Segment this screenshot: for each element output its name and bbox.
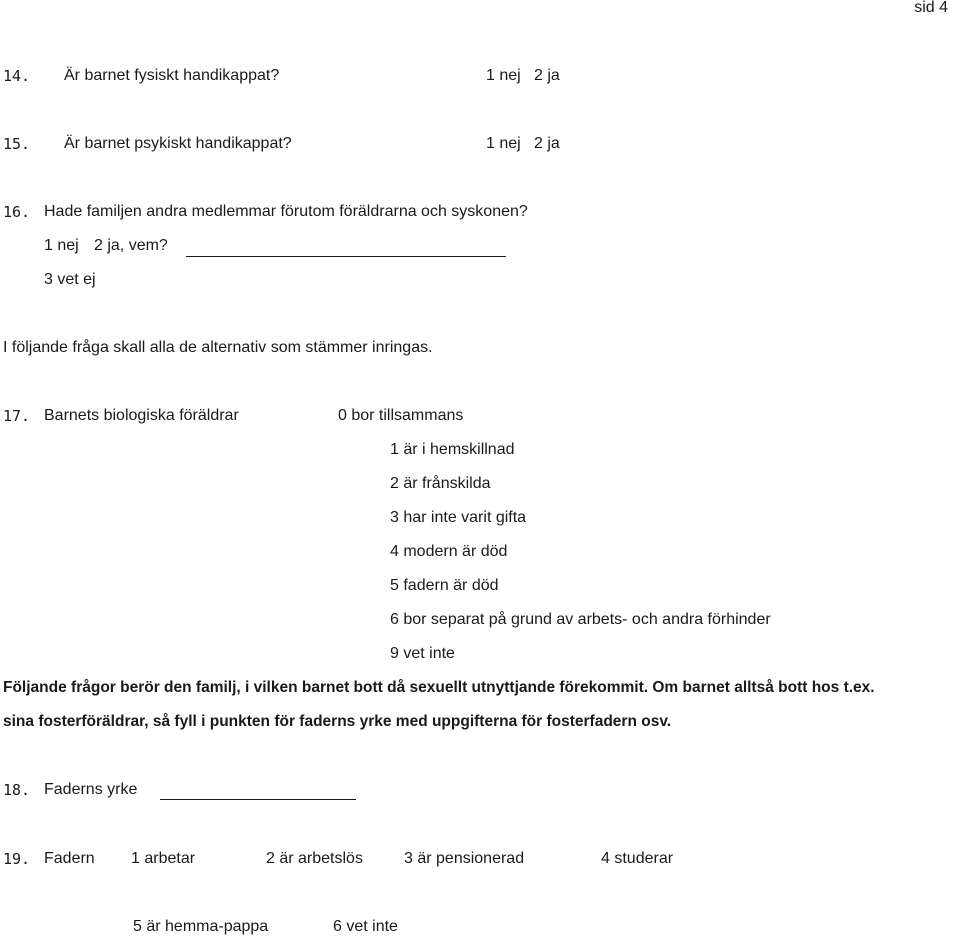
option-1[interactable]: 1 arbetar: [131, 850, 196, 867]
option-3[interactable]: 3 har inte varit gifta: [390, 509, 527, 526]
note-line-1: Följande frågor berör den familj, i vilken barnet bott då sexuellt utnyttjande förekommit. Om barnet alltså bott hos t.ex.: [3, 679, 875, 696]
question-number: 15.: [3, 135, 31, 153]
question-number: 17.: [3, 407, 31, 425]
question-number: 16.: [3, 203, 31, 221]
option-yes-who[interactable]: 2 ja, vem?: [94, 237, 168, 254]
question-number: 18.: [3, 781, 31, 799]
option-4[interactable]: 4 modern är död: [390, 543, 508, 560]
option-yes[interactable]: 2 ja: [534, 135, 560, 152]
option-0[interactable]: 0 bor tillsammans: [338, 407, 464, 424]
question-text: Faderns yrke: [44, 781, 138, 798]
answer-line[interactable]: [186, 256, 506, 257]
option-no[interactable]: 1 nej: [486, 135, 521, 152]
option-2[interactable]: 2 är arbetslös: [266, 850, 363, 867]
option-no[interactable]: 1 nej: [44, 237, 79, 254]
option-9[interactable]: 9 vet inte: [390, 645, 455, 662]
note-line-2: sina fosterföräldrar, så fyll i punkten för faderns yrke med uppgifterna för fosterfadern osv.: [3, 713, 672, 730]
question-number: 14.: [3, 67, 31, 85]
option-1[interactable]: 1 är i hemskillnad: [390, 441, 515, 458]
option-3[interactable]: 3 är pensionerad: [404, 850, 525, 867]
option-5[interactable]: 5 är hemma-pappa: [133, 918, 269, 935]
question-text: Fadern: [44, 850, 95, 867]
option-5[interactable]: 5 fadern är död: [390, 577, 499, 594]
question-text: Är barnet fysiskt handikappat?: [64, 67, 280, 84]
answer-line[interactable]: [160, 799, 356, 800]
option-4[interactable]: 4 studerar: [601, 850, 674, 867]
option-6[interactable]: 6 vet inte: [333, 918, 398, 935]
option-no[interactable]: 1 nej: [486, 67, 521, 84]
option-6[interactable]: 6 bor separat på grund av arbets- och andra förhinder: [390, 611, 771, 628]
instruction-text: I följande fråga skall alla de alternativ som stämmer inringas.: [3, 339, 433, 356]
question-text: Hade familjen andra medlemmar förutom föräldrarna och syskonen?: [44, 203, 528, 220]
option-2[interactable]: 2 är frånskilda: [390, 475, 491, 492]
question-text: Barnets biologiska föräldrar: [44, 407, 239, 424]
option-dont-know[interactable]: 3 vet ej: [44, 271, 96, 288]
question-number: 19.: [3, 850, 31, 868]
question-text: Är barnet psykiskt handikappat?: [64, 135, 292, 152]
page-number: sid 4: [914, 0, 948, 16]
option-yes[interactable]: 2 ja: [534, 67, 560, 84]
